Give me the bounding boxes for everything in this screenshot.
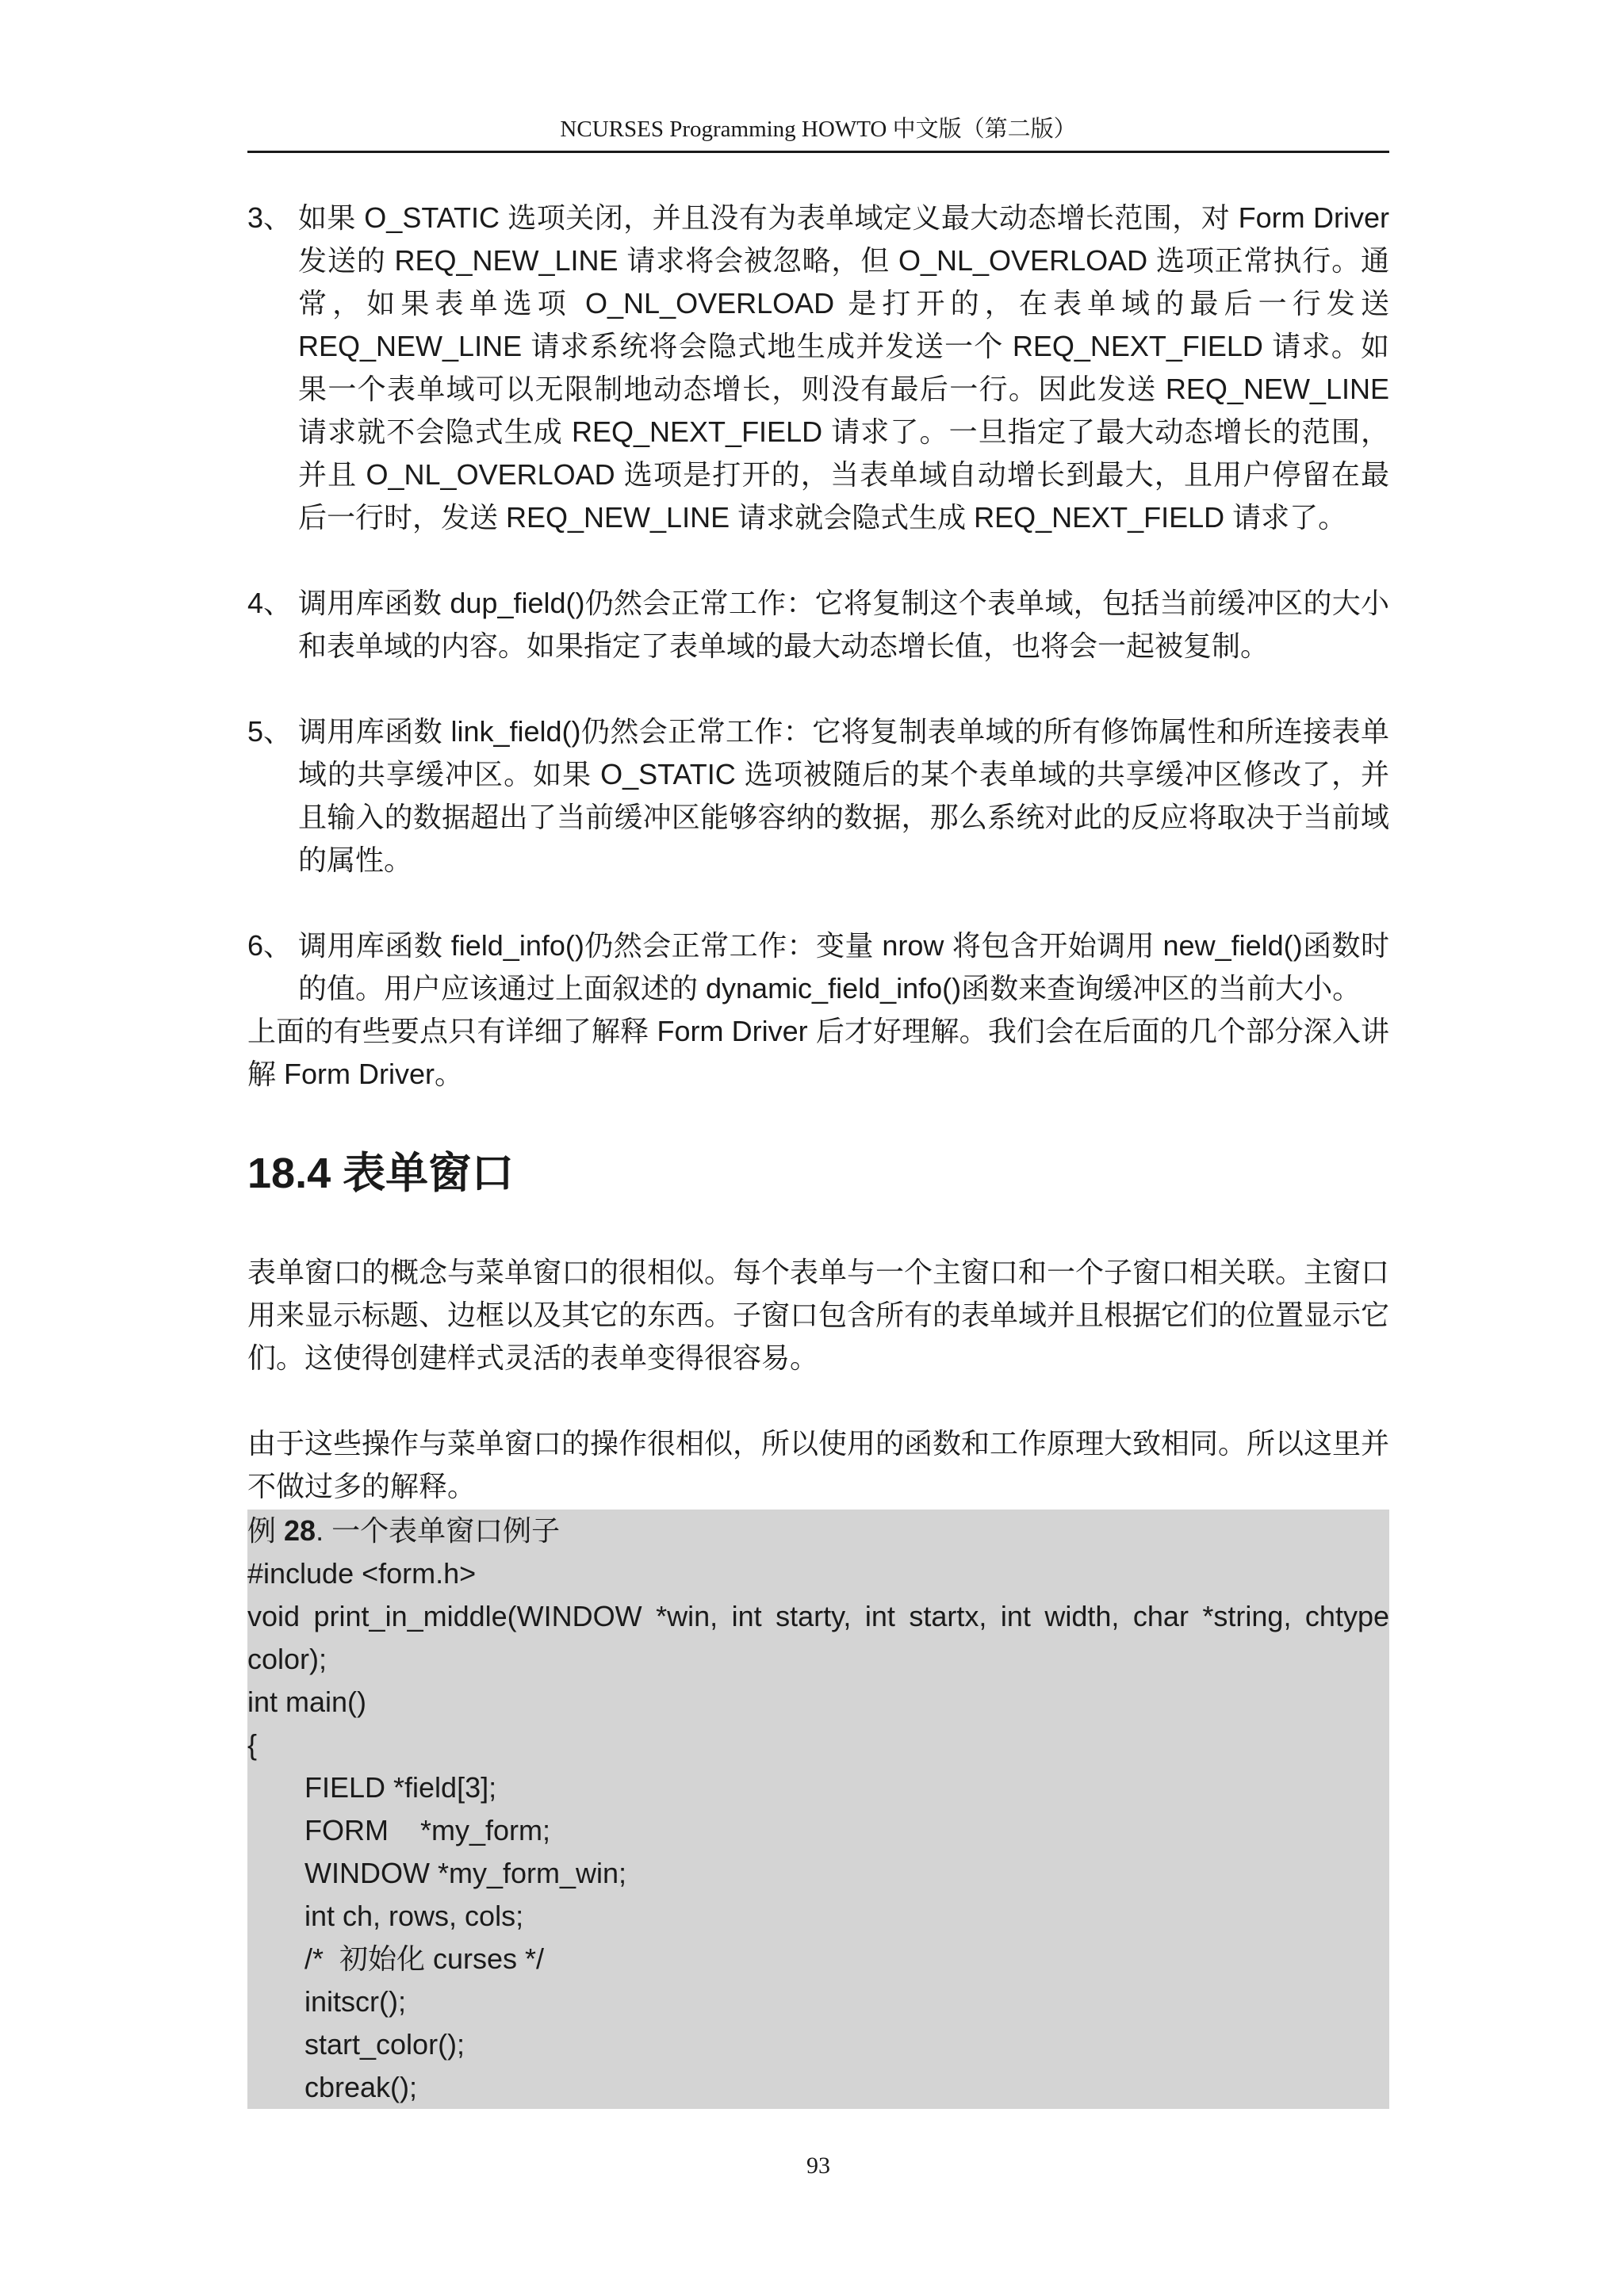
list-text: 如果 O_STATIC 选项关闭，并且没有为表单域定义最大动态增长范围，对 Form Driver 发送的 REQ_NEW_LINE 请求将会被忽略，但 O_NL_OVERLOAD 选项正常执行。通常，如果表单选项 O_NL_OVERLOAD 是打开的，在表单域的最后一行发送 REQ_NEW_LINE 请求系统将会隐式地生成并发送一个 REQ_NEXT_FIELD 请求。如果一个表单域可以无限制地动态增长，则没有最后一行。因此发送 REQ_NEW_LINE 请求就不会隐式生成 REQ_NEXT_FIELD 请求了。一旦指定了最大动态增长的范围，并且 O_NL_OVERLOAD 选项是打开的，当表单域自动增长到最大，且用户停留在最后一行时，发送 REQ_NEW_LINE 请求就会隐式生成 REQ_NEXT_FIELD 请求了。 — [298, 201, 1389, 534]
example-caption — [247, 1510, 1389, 1552]
list-number: 4、 — [247, 587, 293, 619]
caption-number: 28 — [284, 1514, 316, 1547]
list-number: 6、 — [247, 929, 293, 962]
body-paragraph: 表单窗口的概念与菜单窗口的很相似。每个表单与一个主窗口和一个子窗口相关联。主窗口用来显示标题、边框以及其它的东西。子窗口包含所有的表单域并且根据它们的位置显示它们。这使得创建样式灵活的表单变得很容易。 — [247, 1256, 1390, 1374]
list-item-4 — [247, 582, 1389, 668]
code-line: void print_in_middle(WINDOW *win, int starty, int startx, int width, char *string, chtype color); — [247, 1600, 1398, 1675]
code-line: int ch, rows, cols; — [304, 1900, 524, 1932]
code-line: initscr(); — [304, 1985, 406, 2018]
code-line: start_color(); — [304, 2028, 465, 2061]
list-text: 调用库函数 field_info()仍然会正常工作：变量 nrow 将包含开始调用 new_field()函数时的值。用户应该通过上面叙述的 dynamic_field_info()函数来查询缓冲区的当前大小。 — [298, 929, 1389, 1004]
section-heading: 18.4 表单窗口 — [247, 1150, 515, 1197]
page-number: 93 — [806, 2152, 830, 2179]
code-line: #include <form.h> — [247, 1557, 477, 1590]
caption-prefix: 例 — [247, 1514, 285, 1547]
list-item-6 — [247, 924, 1389, 1010]
page-body — [247, 197, 1398, 2109]
header-rule — [247, 151, 1389, 153]
spacer — [247, 539, 1389, 582]
running-header: NCURSES Programming HOWTO 中文版（第二版） — [560, 117, 1077, 142]
code-line: { — [247, 1728, 258, 1761]
list-item-3 — [247, 197, 1389, 539]
code-line: FORM *my_form; — [304, 1814, 551, 1846]
code-line: cbreak(); — [304, 2071, 418, 2103]
list-number: 5、 — [247, 715, 293, 748]
list-item-5 — [247, 710, 1389, 882]
spacer — [247, 668, 1389, 710]
spacer — [247, 1380, 1389, 1422]
caption-text: . 一个表单窗口例子 — [316, 1514, 561, 1547]
code-line: /* 初始化 curses */ — [304, 1942, 545, 1975]
spacer — [247, 882, 1389, 924]
summary-paragraph: 上面的有些要点只有详细了解释 Form Driver 后才好理解。我们会在后面的几个部分深入讲解 Form Driver。 — [247, 1015, 1389, 1090]
code-example-box — [247, 1510, 1398, 2109]
code-line: FIELD *field[3]; — [304, 1771, 497, 1804]
code-line: int main() — [247, 1686, 367, 1718]
list-text: 调用库函数 dup_field()仍然会正常工作：它将复制这个表单域，包括当前缓冲区的大小和表单域的内容。如果指定了表单域的最大动态增长值，也将会一起被复制。 — [298, 587, 1389, 662]
list-text: 调用库函数 link_field()仍然会正常工作：它将复制表单域的所有修饰属性和所连接表单域的共享缓冲区。如果 O_STATIC 选项被随后的某个表单域的共享缓冲区修改了，并且输入的数据超出了当前缓冲区能够容纳的数据，那么系统对此的反应将取决于当前域的属性。 — [298, 715, 1389, 876]
body-paragraph: 由于这些操作与菜单窗口的操作很相似，所以使用的函数和工作原理大致相同。所以这里并不做过多的解释。 — [247, 1427, 1390, 1502]
list-number: 3、 — [247, 201, 293, 234]
code-line: WINDOW *my_form_win; — [304, 1857, 627, 1889]
